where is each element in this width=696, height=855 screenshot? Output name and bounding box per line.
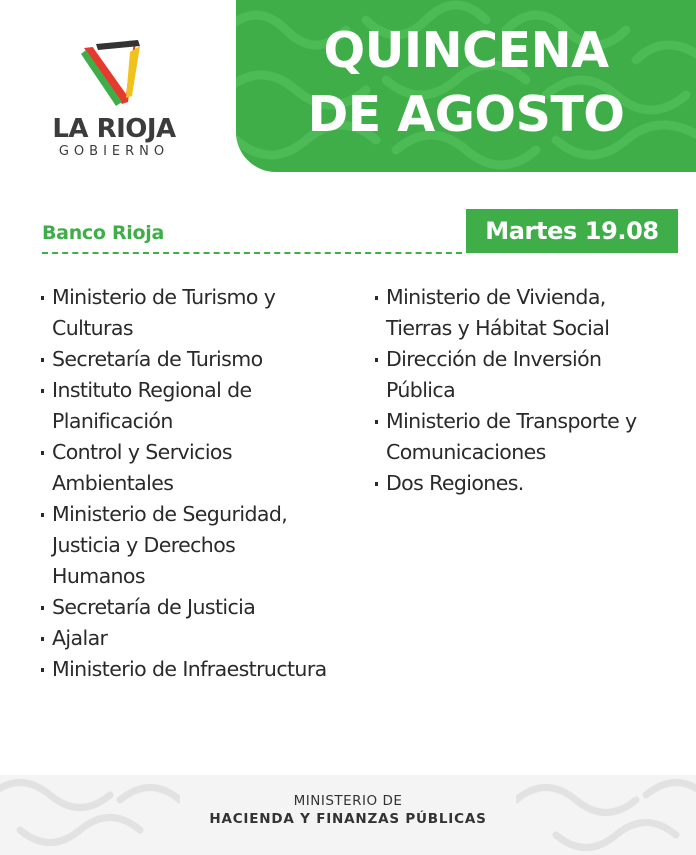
institution-item [40,344,370,375]
government-logo [34,38,194,168]
institution-item-line: Ambientales [52,471,174,495]
logo-subtitle: GOBIERNO [58,144,170,159]
banner-title-line1: QUINCENA [323,22,609,79]
institution-item [374,282,689,344]
institution-item-line: Culturas [52,316,133,340]
institution-item-line: Ministerio de Transporte y [386,409,637,433]
institution-item [40,623,370,654]
institution-item [374,468,689,499]
institution-item [40,282,370,344]
institution-item [40,437,370,499]
institution-item [40,375,370,437]
date-badge: Martes 19.08 [466,209,678,253]
institution-item-line: Control y Servicios [52,440,232,464]
institution-item [40,499,370,592]
institution-item-line: Comunicaciones [386,440,546,464]
footer-ministry-line2: HACIENDA Y FINANZAS PÚBLICAS [209,811,487,827]
institution-item-line: Pública [386,378,456,402]
institution-item-line: Ajalar [52,626,108,650]
institution-item-line: Ministerio de Infraestructura [52,657,327,681]
institution-item [40,592,370,623]
institution-item-line: Tierras y Hábitat Social [386,316,610,340]
logo-name: LA RIOJA [52,114,176,144]
institution-item-line: Dos Regiones. [386,471,524,495]
footer-ministry-line1: MINISTERIO DE [293,793,403,809]
dashed-divider [42,252,462,254]
banner-title-line2: DE AGOSTO [307,86,625,143]
institution-item-line: Secretaría de Turismo [52,347,263,371]
institution-list-right [374,282,689,499]
institution-list-left [40,282,370,685]
la-rioja-emblem-icon [78,38,150,108]
institution-item [374,406,689,468]
bank-label: Banco Rioja [42,222,164,244]
institution-item [374,344,689,406]
institution-item-line: Dirección de Inversión [386,347,602,371]
institution-item [40,654,370,685]
title-banner [236,0,696,172]
institution-item-line: Secretaría de Justicia [52,595,256,619]
institution-item-line: Humanos [52,564,145,588]
institution-item-line: Ministerio de Vivienda, [386,285,606,309]
institution-item-line: Ministerio de Turismo y [52,285,276,309]
institution-item-line: Planificación [52,409,173,433]
institution-item-line: Instituto Regional de [52,378,252,402]
institution-item-line: Ministerio de Seguridad, [52,502,288,526]
institution-item-line: Justicia y Derechos [52,533,236,557]
